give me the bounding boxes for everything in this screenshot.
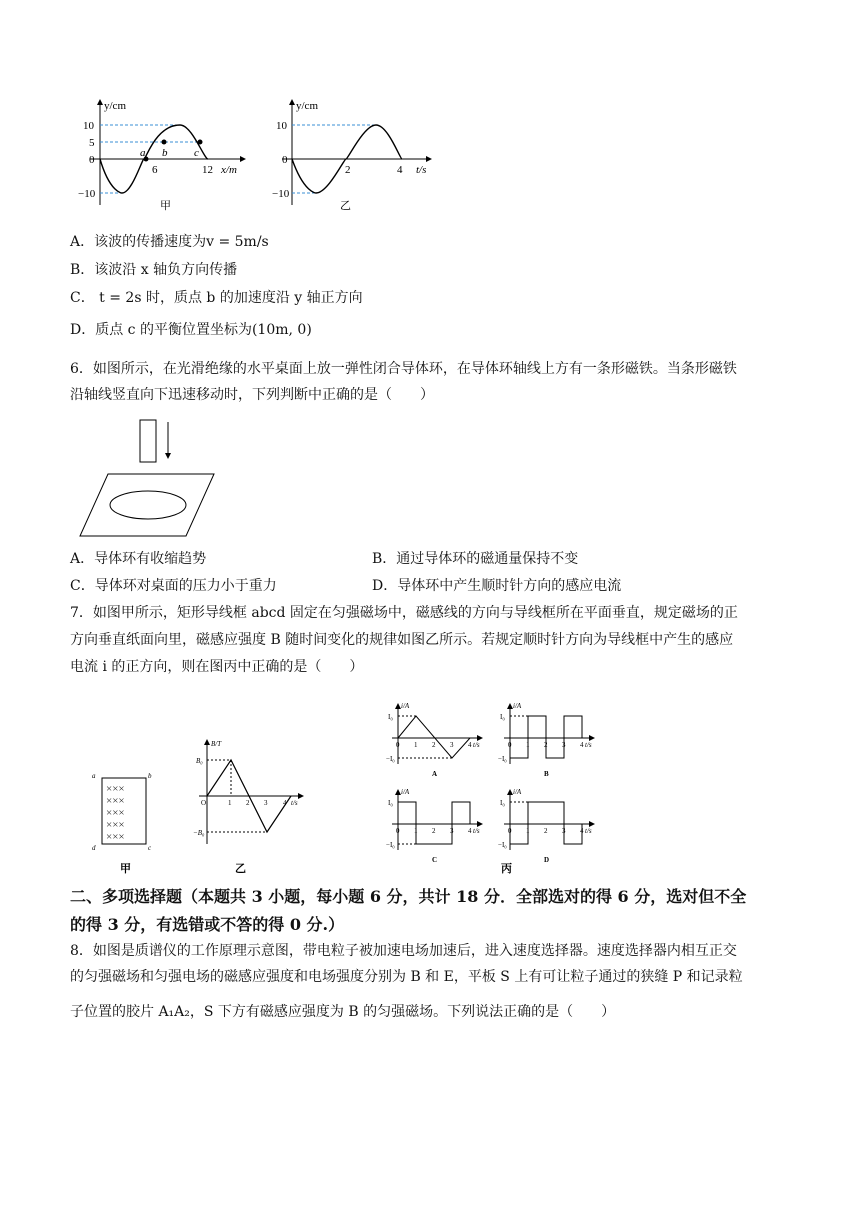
section-2-heading-line1: 二、多项选择题（本题共 3 小题，每小题 6 分，共计 18 分．全部选对的得 6 分，选对但不全: [70, 887, 747, 906]
svg-text:a: a: [140, 147, 146, 159]
svg-text:乙: 乙: [340, 200, 351, 212]
svg-text:−10: −10: [272, 188, 290, 200]
graph-option-b[interactable]: [498, 702, 594, 778]
q5-option-a[interactable]: A．该波的传播速度为v = 5m/s: [70, 234, 269, 250]
svg-text:I₀: I₀: [388, 799, 393, 807]
svg-text:2: 2: [345, 164, 351, 176]
svg-text:4: 4: [283, 799, 287, 807]
svg-text:t/s: t/s: [585, 741, 592, 749]
figure-magnet-ring: [78, 418, 218, 540]
q6-stem-line2: 沿轴线竖直向下迅速移动时，下列判断中正确的是（ ）: [70, 387, 434, 403]
svg-text:D: D: [544, 856, 550, 864]
svg-text:−I₀: −I₀: [386, 841, 395, 849]
q7-stem-line3: 电流 i 的正方向，则在图丙中正确的是（ ）: [70, 659, 364, 675]
svg-text:丙: 丙: [501, 863, 512, 875]
svg-text:B: B: [544, 770, 549, 778]
svg-text:t/s: t/s: [473, 741, 480, 749]
figure-wire-frame: [90, 768, 160, 878]
svg-text:A: A: [432, 770, 438, 778]
svg-text:0: 0: [396, 827, 400, 835]
svg-text:10: 10: [83, 120, 94, 132]
svg-text:×××: ×××: [106, 807, 125, 819]
svg-text:0: 0: [89, 154, 95, 166]
q6-option-c[interactable]: C．导体环对桌面的压力小于重力: [70, 578, 277, 594]
svg-text:2: 2: [246, 799, 250, 807]
svg-text:t/s: t/s: [416, 164, 427, 176]
q6-stem-line1: 6．如图所示，在光滑绝缘的水平桌面上放一弹性闭合导体环，在导体环轴线上方有一条形磁铁。当条形磁铁: [70, 361, 737, 377]
svg-text:1: 1: [414, 741, 418, 749]
svg-text:×××: ×××: [106, 783, 125, 795]
svg-text:−10: −10: [78, 188, 96, 200]
q8-stem-line3: 子位置的胶片 A₁A₂，S 下方有磁感应强度为 B 的匀强磁场。下列说法正确的是（ ）: [70, 1004, 616, 1020]
svg-text:i/A: i/A: [401, 788, 410, 796]
svg-text:3: 3: [450, 827, 454, 835]
graph-option-d[interactable]: [498, 788, 594, 864]
figure-wave-t: [272, 95, 436, 215]
svg-text:I₀: I₀: [500, 799, 505, 807]
svg-text:甲: 甲: [160, 200, 171, 212]
y-label: y/cm: [104, 100, 126, 112]
svg-text:4: 4: [580, 827, 584, 835]
q7-stem-line2: 方向垂直纸面向里，磁感应强度 B 随时间变化的规律如图乙所示。若规定顺时针方向为导线框中产生的感应: [70, 632, 734, 648]
svg-text:O: O: [201, 799, 207, 807]
svg-text:0: 0: [282, 154, 288, 166]
svg-text:1: 1: [228, 799, 232, 807]
svg-text:I₀: I₀: [500, 713, 505, 721]
svg-text:4: 4: [468, 827, 472, 835]
svg-text:4: 4: [397, 164, 403, 176]
q6-option-a[interactable]: A．导体环有收缩趋势: [70, 551, 207, 567]
svg-text:x/m: x/m: [221, 164, 237, 176]
q5-option-c[interactable]: C． t = 2s 时，质点 b 的加速度沿 y 轴正方向: [70, 290, 363, 306]
svg-text:i/A: i/A: [401, 702, 410, 710]
svg-text:B/T: B/T: [211, 740, 222, 748]
svg-text:0: 0: [396, 741, 400, 749]
svg-text:C: C: [432, 856, 438, 864]
svg-text:−I₀: −I₀: [386, 755, 395, 763]
q6-option-b[interactable]: B．通过导体环的磁通量保持不变: [372, 551, 579, 567]
svg-text:×××: ×××: [106, 819, 125, 831]
svg-text:12: 12: [202, 164, 213, 176]
svg-text:2: 2: [432, 741, 436, 749]
svg-text:−I₀: −I₀: [498, 841, 507, 849]
bar-magnet: [140, 420, 156, 462]
svg-text:c: c: [194, 147, 199, 159]
svg-text:d: d: [92, 844, 96, 852]
svg-text:3: 3: [450, 741, 454, 749]
graph-option-a[interactable]: [386, 702, 482, 778]
svg-text:1: 1: [526, 827, 530, 835]
svg-text:4: 4: [468, 741, 472, 749]
svg-text:2: 2: [432, 827, 436, 835]
svg-text:乙: 乙: [235, 863, 246, 875]
svg-text:3: 3: [264, 799, 268, 807]
svg-text:×××: ×××: [106, 831, 125, 843]
svg-text:0: 0: [508, 741, 512, 749]
svg-text:甲: 甲: [120, 863, 131, 875]
svg-text:−I₀: −I₀: [498, 755, 507, 763]
q8-stem-line1: 8．如图是质谱仪的工作原理示意图，带电粒子被加速电场加速后，进入速度选择器。速度选择器内相互正交: [70, 943, 737, 959]
figure-wave-x: [80, 95, 250, 215]
svg-text:−B₀: −B₀: [193, 829, 205, 837]
svg-text:i/A: i/A: [513, 702, 522, 710]
point-b: [162, 140, 167, 145]
svg-text:B₀: B₀: [196, 757, 203, 765]
svg-text:a: a: [92, 772, 96, 780]
q5-option-b[interactable]: B．该波沿 x 轴负方向传播: [70, 262, 238, 278]
svg-text:y/cm: y/cm: [296, 100, 318, 112]
graph-option-c[interactable]: [386, 788, 482, 864]
figure-i-t-options: [388, 700, 608, 876]
svg-text:2: 2: [544, 827, 548, 835]
svg-text:3: 3: [562, 741, 566, 749]
svg-text:4: 4: [580, 741, 584, 749]
q7-stem-line1: 7．如图甲所示，矩形导线框 abcd 固定在匀强磁场中，磁感线的方向与导线框所在平面垂直，规定磁场的正: [70, 605, 738, 621]
svg-text:t/s: t/s: [473, 827, 480, 835]
svg-text:b: b: [148, 772, 152, 780]
q8-stem-line2: 的匀强磁场和匀强电场的磁感应强度和电场强度分别为 B 和 E，平板 S 上有可让粒子通过的狭缝 P 和记录粒: [70, 969, 743, 985]
svg-text:10: 10: [276, 120, 287, 132]
point-c: [198, 140, 203, 145]
svg-text:t/s: t/s: [291, 799, 298, 807]
table-surface: [80, 474, 214, 536]
svg-text:5: 5: [89, 137, 95, 149]
svg-text:1: 1: [414, 827, 418, 835]
svg-text:t/s: t/s: [585, 827, 592, 835]
q5-option-d[interactable]: D．质点 c 的平衡位置坐标为(10m, 0): [70, 322, 312, 338]
q6-option-d[interactable]: D．导体环中产生顺时针方向的感应电流: [372, 578, 622, 594]
svg-text:i/A: i/A: [513, 788, 522, 796]
svg-text:1: 1: [526, 741, 530, 749]
section-2-heading-line2: 的得 3 分，有选错或不答的得 0 分.）: [70, 915, 345, 934]
svg-text:3: 3: [562, 827, 566, 835]
svg-text:c: c: [148, 844, 152, 852]
svg-text:×××: ×××: [106, 795, 125, 807]
svg-text:I₀: I₀: [388, 713, 393, 721]
svg-text:b: b: [162, 147, 168, 159]
svg-text:6: 6: [152, 164, 158, 176]
svg-text:0: 0: [508, 827, 512, 835]
figure-b-t: [193, 736, 308, 878]
svg-text:2: 2: [544, 741, 548, 749]
